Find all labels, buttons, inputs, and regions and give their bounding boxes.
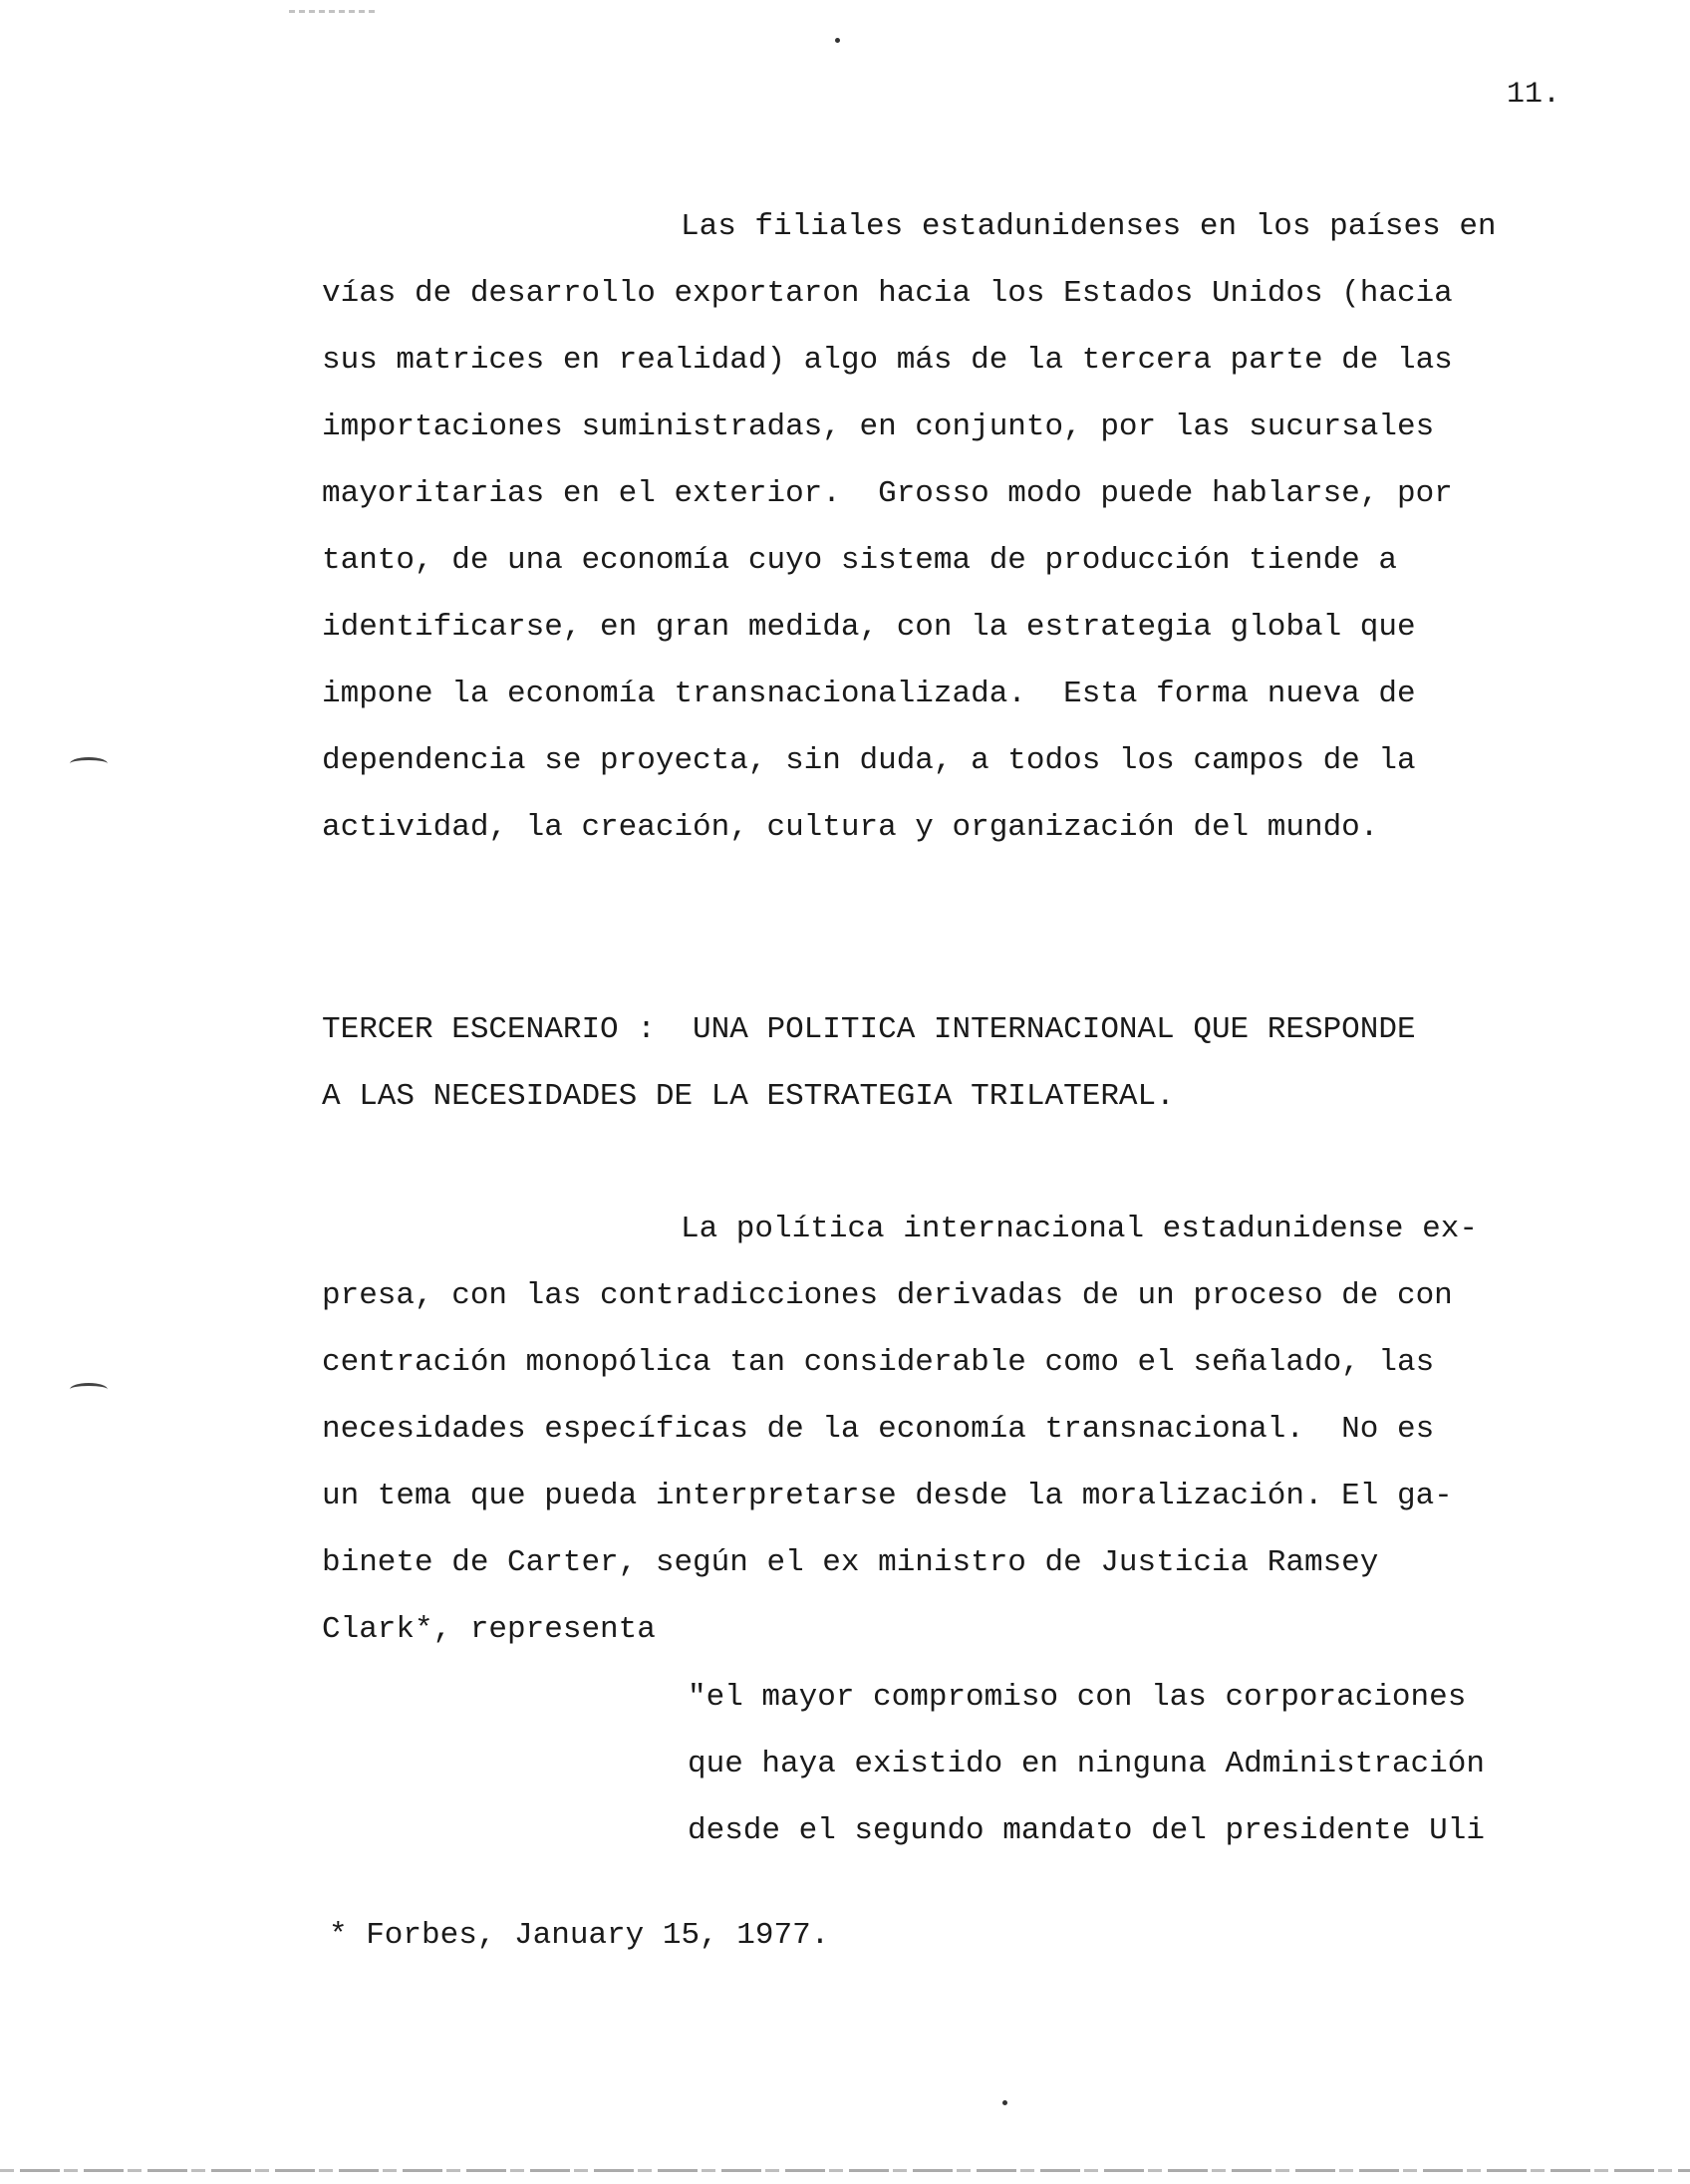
text-line: La política internacional estadunidense ex- xyxy=(681,1212,1478,1246)
text-line: actividad, la creación, cultura y organización del mundo. xyxy=(322,810,1379,845)
text-line: dependencia se proyecta, sin duda, a todos los campos de la xyxy=(322,743,1416,778)
block-quote xyxy=(688,1664,1485,1864)
quote-line: que haya existido en ninguna Administración xyxy=(688,1747,1485,1781)
scan-speck xyxy=(1002,2100,1007,2105)
paragraph-1 xyxy=(322,193,1577,861)
text-line: Clark*, representa xyxy=(322,1612,656,1647)
text-line: centración monopólica tan considerable como el señalado, las xyxy=(322,1345,1435,1380)
binder-hole-mark xyxy=(70,757,108,770)
text-line: sus matrices en realidad) algo más de la tercera parte de las xyxy=(322,343,1453,378)
quote-line: desde el segundo mandato del presidente Uli xyxy=(688,1813,1485,1848)
binder-hole-mark xyxy=(70,1383,108,1396)
paragraph-2 xyxy=(322,1196,1577,1663)
heading-line: A LAS NECESIDADES DE LA ESTRATEGIA TRILATERAL. xyxy=(322,1079,1175,1114)
text-line: importaciones suministradas, en conjunto, por las sucursales xyxy=(322,410,1435,444)
text-line: un tema que pueda interpretarse desde la moralización. El ga- xyxy=(322,1479,1453,1513)
scan-speck xyxy=(835,38,840,43)
quote-line: "el mayor compromiso con las corporaciones xyxy=(688,1680,1467,1715)
text-line: binete de Carter, según el ex ministro de Justicia Ramsey xyxy=(322,1545,1379,1580)
text-line: mayoritarias en el exterior. Grosso modo puede hablarse, por xyxy=(322,476,1453,511)
text-line: presa, con las contradicciones derivadas de un proceso de con xyxy=(322,1278,1453,1313)
text-line: necesidades específicas de la economía transnacional. No es xyxy=(322,1412,1435,1447)
text-line: Las filiales estadunidenses en los países en xyxy=(681,209,1497,244)
scan-artifact-top xyxy=(289,10,379,13)
scan-artifact-bottom xyxy=(0,2169,1690,2172)
text-line: identificarse, en gran medida, con la estrategia global que xyxy=(322,610,1416,645)
page-number: 11. xyxy=(1506,78,1560,112)
heading-line: TERCER ESCENARIO : UNA POLITICA INTERNACIONAL QUE RESPONDE xyxy=(322,1012,1416,1047)
text-line: tanto, de una economía cuyo sistema de producción tiende a xyxy=(322,543,1397,578)
text-line: impone la economía transnacionalizada. Esta forma nueva de xyxy=(322,677,1416,711)
text-line: vías de desarrollo exportaron hacia los Estados Unidos (hacia xyxy=(322,276,1453,311)
footnote: * Forbes, January 15, 1977. xyxy=(329,1918,830,1953)
section-heading xyxy=(322,996,1577,1130)
